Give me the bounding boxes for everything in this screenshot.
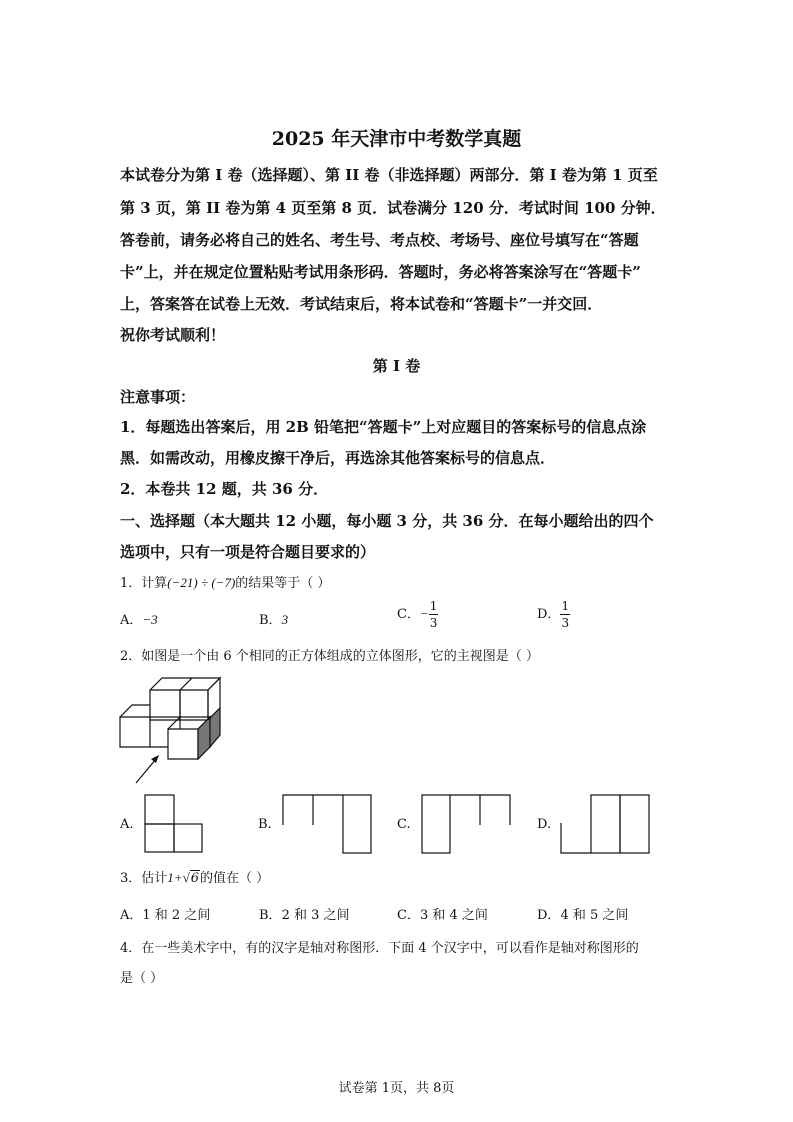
section-title: 第 I 卷 bbox=[372, 357, 421, 375]
q2-stem: 2．如图是一个由 6 个相同的正方体组成的立体图形，它的主视图是（ ） bbox=[120, 649, 539, 664]
option-sign: − bbox=[419, 606, 429, 621]
option-label: A． bbox=[120, 613, 143, 628]
intro-line: 卡”上，并在规定位置粘贴考试用条形码．答题时，务必将答案涂写在“答题卡” bbox=[120, 263, 641, 281]
option-value: 3 和 4 之间 bbox=[419, 908, 488, 923]
option-label: A． bbox=[120, 908, 143, 923]
q1-option-c bbox=[397, 600, 438, 629]
fraction bbox=[560, 600, 570, 629]
q3-expression: 1+ bbox=[167, 870, 183, 885]
fraction-numerator: 1 bbox=[561, 599, 570, 613]
option-label: C． bbox=[397, 607, 420, 622]
radical-sign: √ bbox=[182, 870, 190, 885]
q1-expression: (−21) ÷ (−7) bbox=[167, 575, 236, 590]
q1-option-a bbox=[120, 609, 158, 628]
notice-line: 1．每题选出答案后，用 2B 铅笔把“答题卡”上对应题目的答案标号的信息点涂 bbox=[120, 418, 647, 436]
q1-option-d bbox=[537, 600, 570, 629]
option-label: B． bbox=[259, 908, 282, 923]
intro-line: 上，答案答在试卷上无效．考试结束后，将本试卷和“答题卡”一并交回． bbox=[120, 295, 603, 313]
q3-option-c bbox=[397, 904, 488, 923]
part-heading: 一、选择题（本大题共 12 小题，每小题 3 分，共 36 分．在每小题给出的四个 bbox=[120, 512, 654, 530]
option-value: 3 bbox=[281, 612, 289, 627]
q2-option-c-label: C. bbox=[397, 817, 411, 832]
fraction-denominator: 3 bbox=[429, 616, 438, 630]
q1-prefix: 1．计算 bbox=[120, 576, 168, 591]
cube-solid-figure bbox=[118, 675, 228, 790]
fraction bbox=[429, 600, 439, 629]
q3-stem bbox=[120, 867, 269, 886]
q2-option-b-figure bbox=[281, 793, 373, 855]
q4-stem: 4．在一些美术字中，有的汉字是轴对称图形．下面 4 个汉字中，可以看作是轴对称图形的 bbox=[120, 941, 639, 956]
q1-option-b bbox=[259, 609, 288, 628]
q2-option-d-figure bbox=[559, 793, 651, 855]
page-footer: 试卷第 1页，共 8页 bbox=[338, 1081, 455, 1096]
q2-option-b-label: B. bbox=[258, 817, 272, 832]
q3-option-b bbox=[259, 904, 350, 923]
notice-title: 注意事项： bbox=[120, 388, 196, 406]
q3-suffix: 的值在（ ） bbox=[199, 871, 270, 886]
notice-line: 2．本卷共 12 题，共 36 分． bbox=[120, 480, 329, 498]
option-label: B． bbox=[259, 613, 282, 628]
option-label: D． bbox=[537, 908, 561, 923]
q1-suffix: 的结果等于（ ） bbox=[235, 576, 331, 591]
intro-line: 祝你考试顺利！ bbox=[120, 326, 226, 344]
option-label: D． bbox=[537, 607, 561, 622]
page-title: 2025 年天津市中考数学真题 bbox=[271, 128, 522, 150]
option-value: 1 和 2 之间 bbox=[142, 908, 211, 923]
option-label: C． bbox=[397, 908, 420, 923]
fraction-numerator: 1 bbox=[429, 599, 438, 613]
q3-prefix: 3．估计 bbox=[120, 871, 168, 886]
option-value: 2 和 3 之间 bbox=[281, 908, 350, 923]
intro-line: 答卷前，请务必将自己的姓名、考生号、考点校、考场号、座位号填写在“答题 bbox=[120, 231, 639, 249]
fraction-denominator: 3 bbox=[561, 616, 570, 630]
notice-line: 黑．如需改动，用橡皮擦干净后，再选涂其他答案标号的信息点． bbox=[120, 449, 556, 467]
intro-line: 第 3 页，第 II 卷为第 4 页至第 8 页．试卷满分 120 分．考试时间 100 分钟． bbox=[120, 199, 666, 217]
q3-option-d bbox=[537, 904, 628, 923]
q2-option-c-figure bbox=[420, 793, 512, 855]
option-value: −3 bbox=[142, 612, 158, 627]
q2-option-d-label: D. bbox=[537, 817, 552, 832]
q4-stem: 是（ ） bbox=[120, 971, 164, 986]
intro-line: 本试卷分为第 I 卷（选择题）、第 II 卷（非选择题）两部分．第 I 卷为第 1 页至 bbox=[120, 166, 658, 184]
q1-stem bbox=[120, 572, 330, 591]
radicand: 6 bbox=[190, 871, 199, 886]
q2-option-a-figure bbox=[144, 794, 204, 854]
q3-option-a bbox=[120, 904, 210, 923]
option-value: 4 和 5 之间 bbox=[560, 908, 629, 923]
q2-option-a-label: A. bbox=[120, 817, 134, 832]
part-heading: 选项中，只有一项是符合题目要求的） bbox=[120, 543, 376, 561]
